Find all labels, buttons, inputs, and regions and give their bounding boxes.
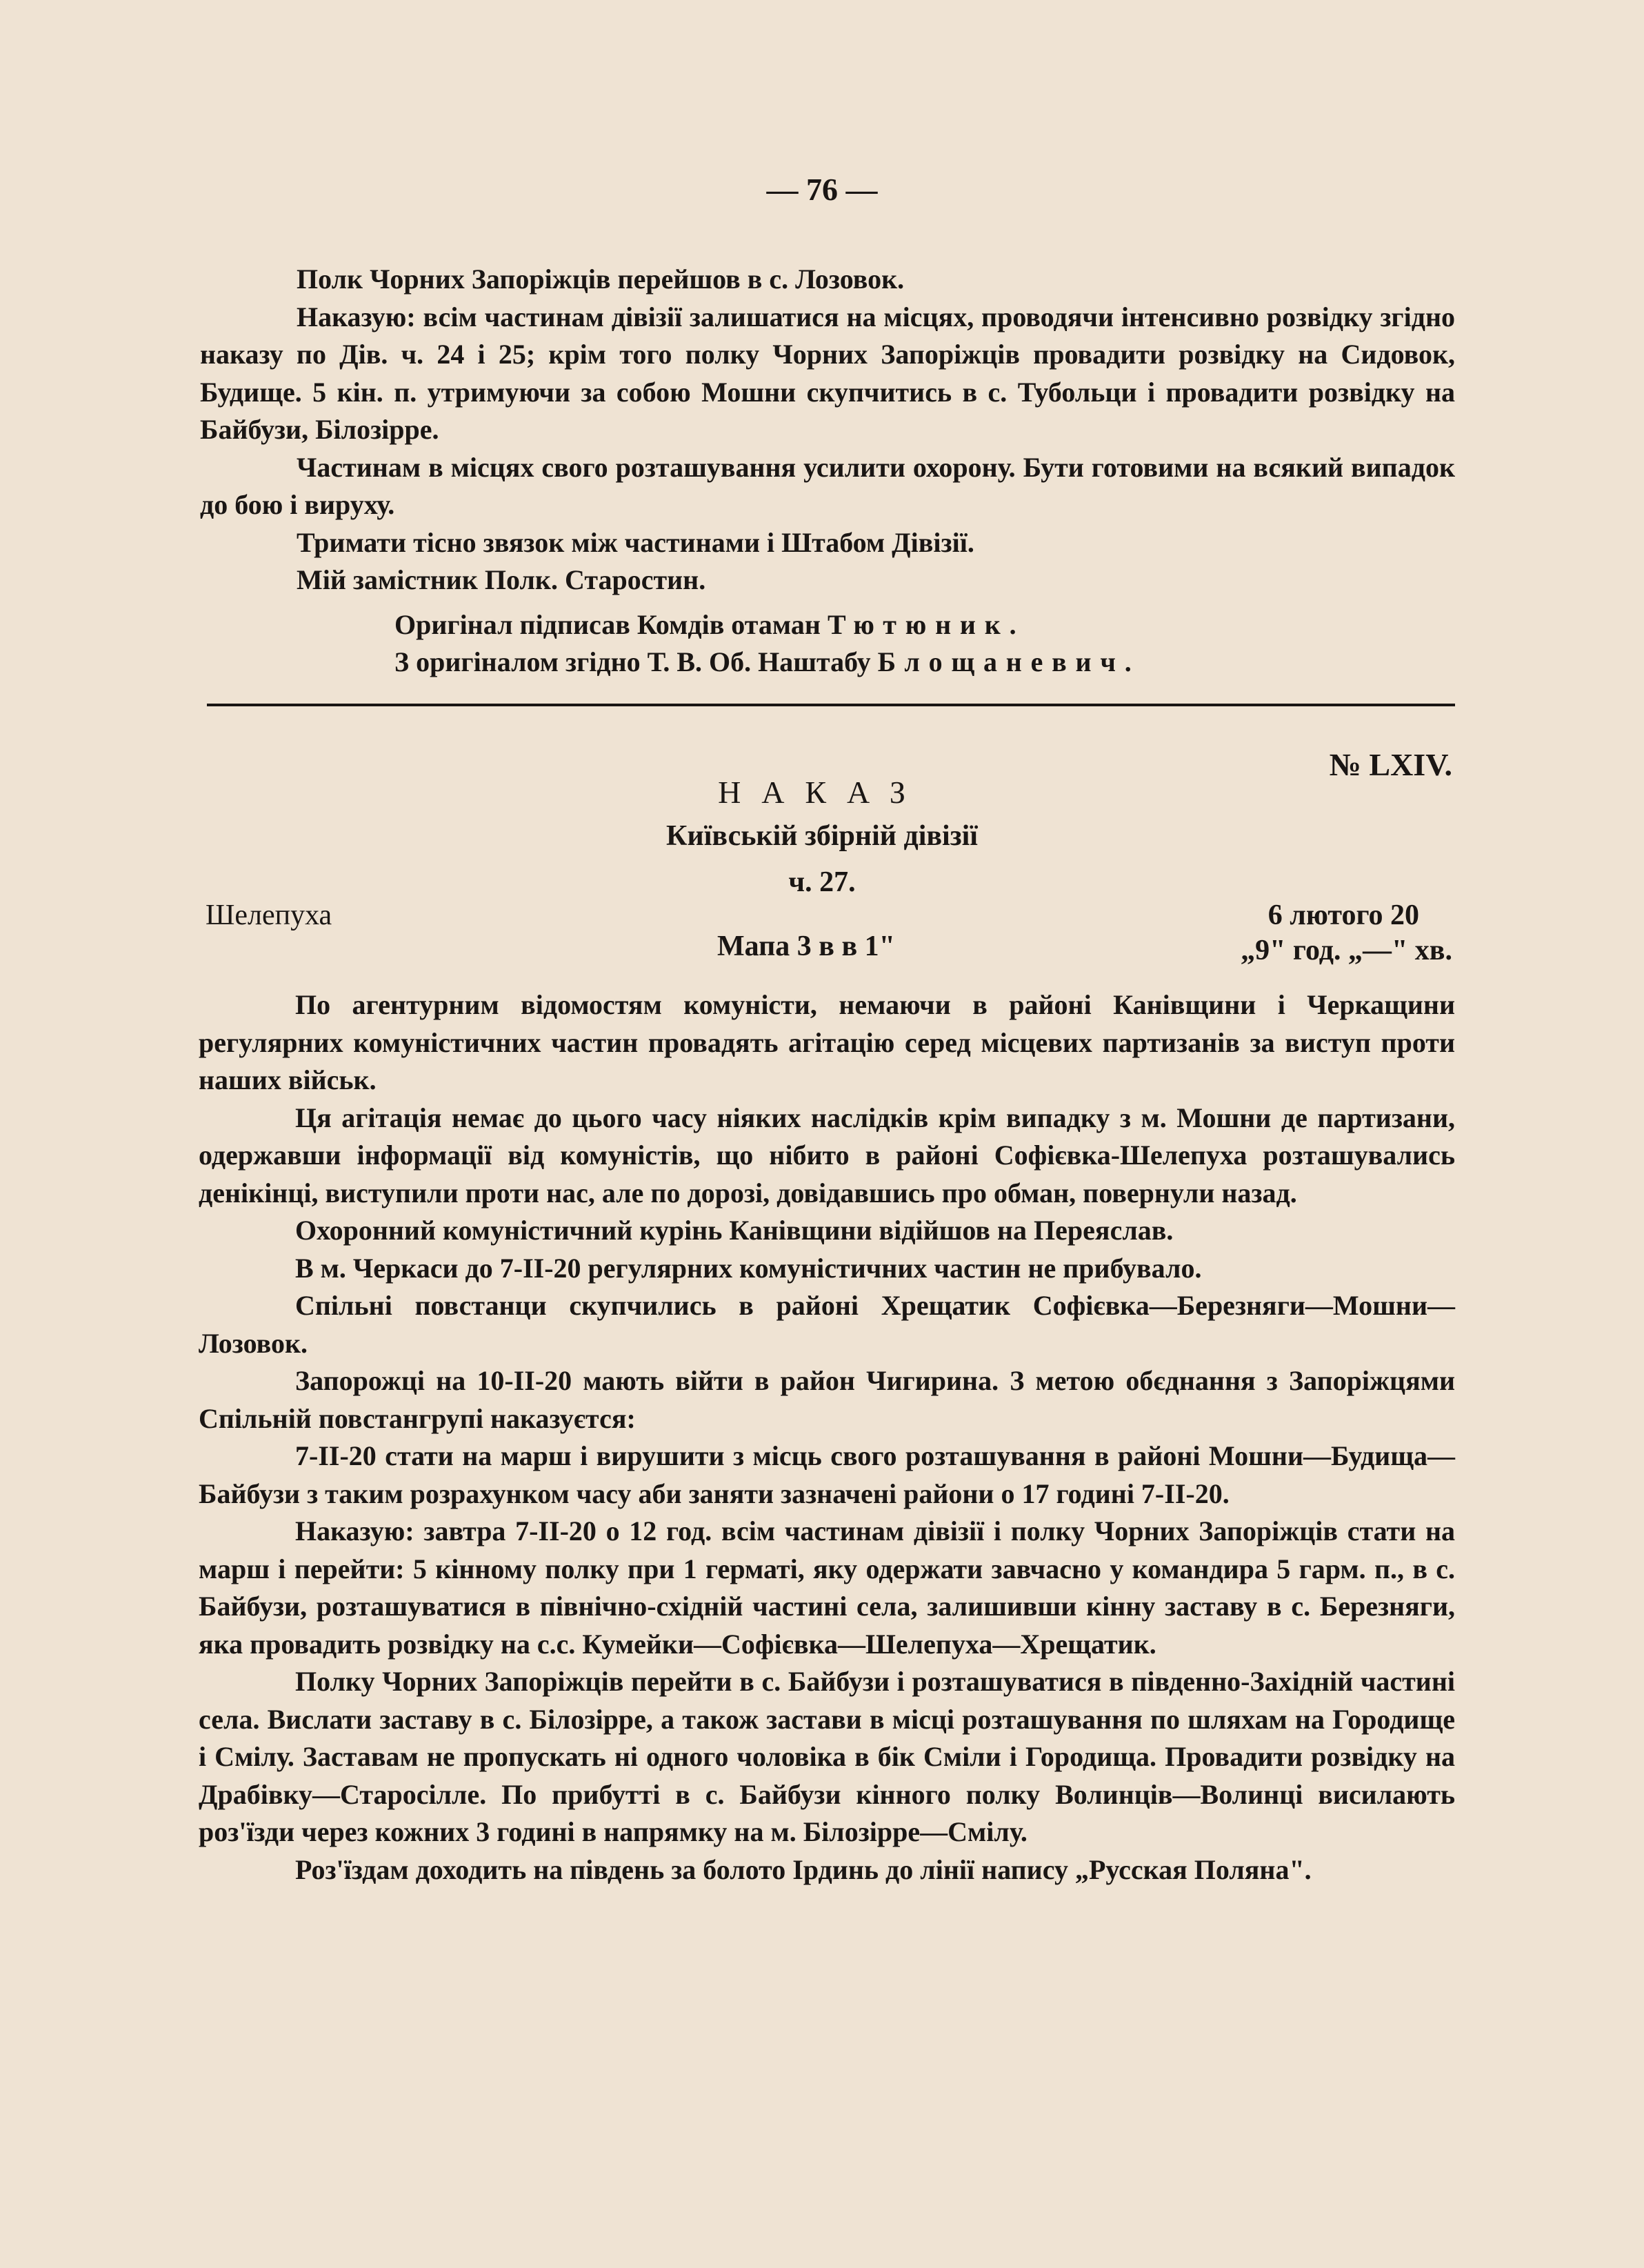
paragraph: По агентурним відомостям комуністи, немаючи в районі Канівщини і Черкащини регулярних комуністичних частин провадять агітацію серед місцевих партизанів за виступ проти наших військ. <box>199 989 1455 1095</box>
order-subtitle: Київській збірній дівізії <box>666 820 978 852</box>
paragraph: Полк Чорних Запоріжців перейшов в с. Лозовок. <box>297 263 905 295</box>
signature-certified: З оригіналом згідно Т. В. Об. Наштабу Блощаневич. <box>394 646 1132 677</box>
paragraph: Охоронний комуністичний курінь Канівщини відійшов на Переяслав. <box>295 1215 1174 1246</box>
paragraph: Запорожці на 10-ІІ-20 мають війти в район Чигирина. З метою обєднання з Запоріжцями Спільній повстангрупі наказуєтся: <box>199 1365 1455 1434</box>
order-place: Шелепуха <box>206 899 332 931</box>
paragraph: Тримати тісно звязок між частинами і Штабом Дівізії. <box>297 526 974 558</box>
order-part: ч. 27. <box>788 866 856 898</box>
paragraph: Ця агітація немає до цього часу ніяких наслідків крім випадку з м. Мошни де партизани, одержавши інформації від комуністів, що нібито в районі Софієвка-Шелепуха розташувались денікінці, виступили проти нас, але по дорозі, довідавшись про обман, повернули назад. <box>199 1102 1455 1208</box>
signatory-name: Блощаневич <box>877 646 1125 677</box>
order-map: Мапа 3 в в 1" <box>717 931 895 962</box>
paragraph: Спільні повстанци скупчились в районі Хрещатик Софієвка—Березняги—Мошни—Лозовок. <box>199 1290 1455 1359</box>
paragraph: 7-ІІ-20 стати на марш і вирушити з місць свого розташування в районі Мошни—Будища—Байбузи з таким розрахунком часу аби заняти зазначені райони о 17 годині 7-ІІ-20. <box>199 1440 1455 1509</box>
paragraph: Частинам в місцях свого розташування усилити охорону. Бути готовими на всякий випадок до бою і вируху. <box>200 451 1455 520</box>
signature-original: Оригінал підписав Комдів отаман Тютюник. <box>394 609 1016 640</box>
paragraph: Роз'їздам доходить на південь за болото Ірдинь до лінії напису „Русская Поляна". <box>295 1853 1312 1885</box>
paragraph: Наказую: всім частинам дівізії залишатися на місцях, проводячи інтенсивно розвідку згідно наказу по Дів. ч. 24 і 25; крім того полку Чорних Запоріжців провадити розвідку на Сидовок, Будище. 5 кін. п. утримуючи за собою Мошни скупчитись в с. Тубольци і провадити розвідку на Байбузи, Білозірре. <box>200 301 1455 445</box>
page-number: — 76 — <box>766 172 878 207</box>
order-body <box>199 986 1455 1889</box>
section-divider <box>207 704 1455 706</box>
order-time: „9" год. „—" хв. <box>1241 935 1452 966</box>
order-title: НАКАЗ <box>718 775 926 810</box>
paragraph: Наказую: завтра 7-ІІ-20 о 12 год. всім частинам дівізії і полку Чорних Запоріжців стати на марш і перейти: 5 кінному полку при 1 герматі, яку одержати завчасно у командира 5 гарм. п., в с. Байбузи, розташуватися в північно-східній частині села, залишивши кінну заставу в с. Березняги, яка провадить розвідку на с.с. Кумейки—Софієвка—Шелепуха—Хрещатик. <box>199 1515 1455 1660</box>
paragraph: В м. Черкаси до 7-ІІ-20 регулярних комуністичних частин не прибувало. <box>295 1252 1202 1284</box>
top-text-block <box>200 261 1455 599</box>
order-number: № LXIV. <box>1329 747 1452 782</box>
paragraph: Мій замістник Полк. Старостин. <box>297 564 706 595</box>
order-date: 6 лютого 20 <box>1267 899 1419 931</box>
paragraph: Полку Чорних Запоріжців перейти в с. Байбузи і розташуватися в південно-Західній частині села. Вислати заставу в с. Білозірре, а також застави в місці розташування по шляхам на Городище і Смілу. Заставам не пропускать ні одного чоловіка в бік Сміли і Городища. Провадити розвідку на Драбівку—Старосілле. По прибутті в с. Байбузи кінного полку Волинців—Волинці висилають роз'їзди через кожних 3 годині в напрямку на м. Білозірре—Смілу. <box>199 1666 1455 1847</box>
signatory-name: Тютюник <box>827 609 1010 640</box>
